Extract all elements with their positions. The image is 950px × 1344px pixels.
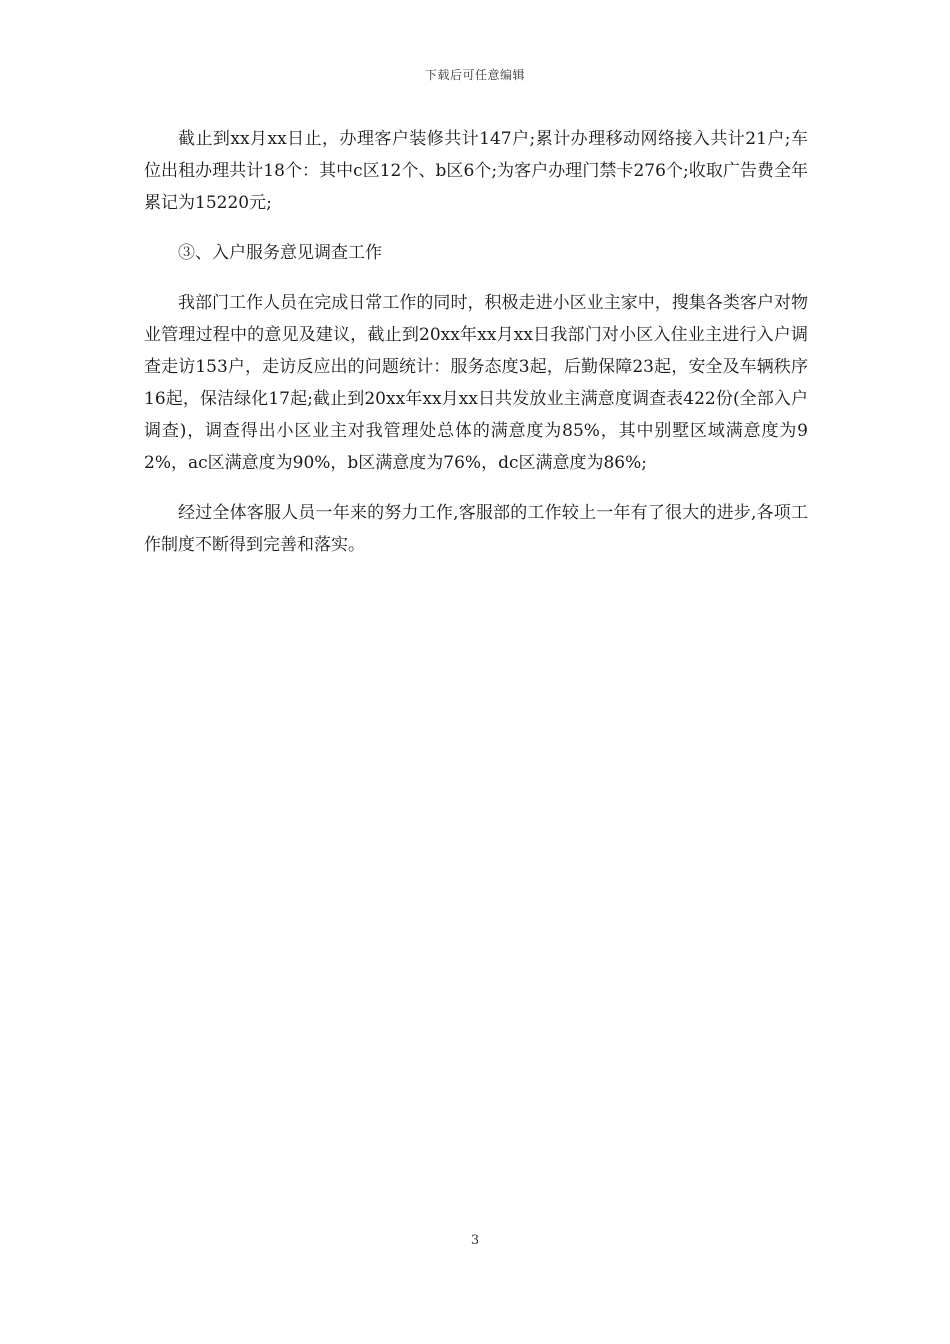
document-body: [144, 123, 808, 579]
paragraph-decoration-stats: 截止到xx月xx日止，办理客户装修共计147户;累计办理移动网络接入共计21户;车位出租办理共计18个：其中c区12个、b区6个;为客户办理门禁卡276个;收取广告费全年累记为15220元;: [144, 129, 808, 213]
paragraph-survey-details: 我部门工作人员在完成日常工作的同时，积极走进小区业主家中，搜集各类客户对物业管理过程中的意见及建议，截止到20xx年xx月xx日我部门对小区入住业主进行入户调查走访153户，走访反应出的问题统计：服务态度3起，后勤保障23起，安全及车辆秩序16起，保洁绿化17起;截止到20xx年xx月xx日共发放业主满意度调查表422份(全部入户调查)，调查得出小区业主对我管理处总体的满意度为85%，其中别墅区域满意度为92%，ac区满意度为90%，b区满意度为76%，dc区满意度为86%;: [144, 293, 808, 473]
page-number: 3: [470, 1233, 480, 1248]
page-header: 下载后可任意编辑: [424, 68, 525, 82]
section-heading-survey: ③、入户服务意见调查工作: [178, 243, 382, 263]
paragraph-summary: 经过全体客服人员一年来的努力工作,客服部的工作较上一年有了很大的进步,各项工作制度不断得到完善和落实。: [144, 503, 808, 555]
